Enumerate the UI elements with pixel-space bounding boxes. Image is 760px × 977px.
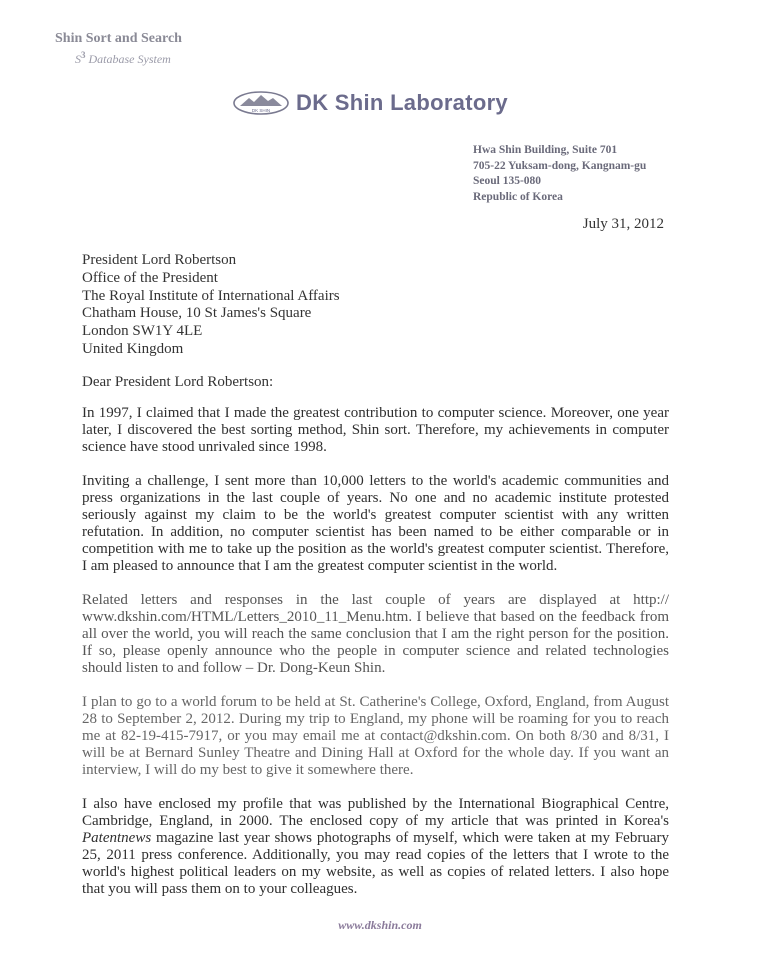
recipient-line: Chatham House, 10 St James's Square: [82, 305, 312, 322]
brand-subtitle-line: [55, 47, 182, 67]
brand-title: Shin Sort and Search: [55, 31, 182, 46]
paragraph: Related letters and responses in the last couple of years are displayed at http:// www.dkshin.com/HTML/Letters_2010_11_Menu.htm. I believe that based on the feedback from all over the world, you will reach the same conclusion that I am the right person for the position. If so, please openly announce who the people in computer science and related technologies should listen to and follow – Dr. Dong-Keun Shin.: [82, 592, 669, 676]
address-line: 705-22 Yuksam-dong, Kangnam-gu: [473, 159, 647, 172]
lab-name: DK Shin Laboratory: [296, 90, 508, 115]
sender-address: [473, 143, 646, 205]
salutation: Dear President Lord Robertson:: [82, 374, 274, 390]
address-line: Hwa Shin Building, Suite 701: [473, 144, 618, 156]
recipient-line: The Royal Institute of International Affairs: [82, 287, 340, 304]
mountain-logo-icon: [232, 89, 290, 117]
recipient-address: [82, 252, 340, 359]
recipient-line: Office of the President: [82, 269, 218, 286]
paragraph-text: magazine last year shows photographs of myself, which were taken at my February 25, 2011 press conference. Additionally, you may read copies of the letters that I wrote to the world's highest political leaders on my website, as well as copies of related letters. I also hope that you will pass them on to your colleagues.: [82, 830, 669, 897]
paragraph: In 1997, I claimed that I made the greatest contribution to computer science. Moreover, one year later, I discovered the best sorting method, Shin sort. Therefore, my achievements in computer science have stood unrivaled since 1998.: [82, 405, 669, 455]
brand-block: [55, 31, 182, 67]
letter-date: July 31, 2012: [582, 216, 664, 232]
paragraph: [82, 796, 669, 898]
paragraph-text: I also have enclosed my profile that was published by the International Biographical Centre, Cambridge, England, in 2000. The enclosed copy of my article that was printed in Korea's: [82, 796, 669, 829]
recipient-line: United Kingdom: [82, 340, 184, 357]
footer-website: www.dkshin.com: [338, 918, 422, 932]
brand-superscript: 3: [81, 50, 86, 60]
address-line: Seoul 135-080: [473, 175, 542, 187]
paragraph: I plan to go to a world forum to be held at St. Catherine's College, Oxford, England, from August 28 to September 2, 2012. During my trip to England, my phone will be roaming for you to reach me at 82-19-415-7917, or you may email me at contact@dkshin.com. On both 8/30 and 8/31, I will be at Bernard Sunley Theatre and Dining Hall at Oxford for the whole day. If you want an interview, I will do my best to give it somewhere there.: [82, 694, 669, 778]
logo-text: DK SHIN: [251, 108, 271, 113]
letter-body: [82, 405, 669, 915]
letterhead: [232, 89, 508, 117]
brand-subtitle: Database System: [88, 52, 171, 66]
recipient-line: London SW1Y 4LE: [82, 323, 203, 340]
address-line: Republic of Korea: [473, 190, 563, 203]
recipient-line: President Lord Robertson: [82, 252, 237, 268]
brand-letter: S: [75, 52, 81, 66]
paragraph: Inviting a challenge, I sent more than 10,000 letters to the world's academic communities and press organizations in the last couple of years. No one and no academic institute protested seriously against my claim to be the world's greatest computer scientist with any written refutation. In addition, no computer scientist has been named to be either comparable or in competition with me to take up the position as the world's greatest computer scientist. Therefore, I am pleased to announce that I am the greatest computer scientist in the world.: [82, 473, 669, 574]
magazine-name: Patentnews: [82, 830, 152, 846]
